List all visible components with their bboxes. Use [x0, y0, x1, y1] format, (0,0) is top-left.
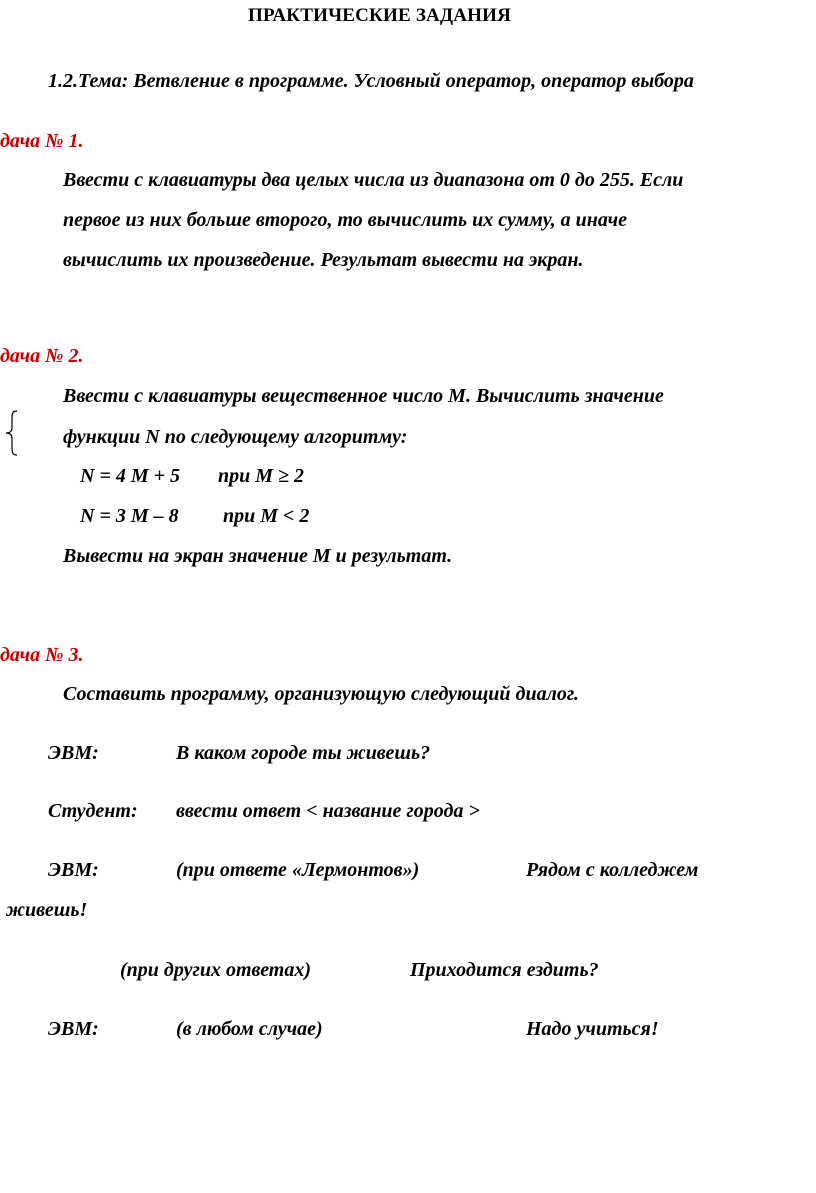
formula-2-expression: N = 3 M – 8 — [80, 505, 179, 527]
dialog-row-3-wrap: живешь! — [6, 899, 88, 921]
dialog-row-1-speaker: ЭВМ: — [48, 742, 99, 764]
task-3-heading: дача № 3. — [0, 644, 84, 666]
dialog-row-5-reply: Надо учиться! — [526, 1018, 659, 1040]
topic-heading: 1.2.Тема: Ветвление в программе. Условный оператор, оператор выбора — [48, 70, 694, 92]
task-2-line-2: функции N по следующему алгоритму: — [63, 426, 408, 448]
task-1-line-1: Ввести с клавиатуры два целых числа из диапазона от 0 до 255. Если — [63, 169, 684, 191]
dialog-row-1-text: В каком городе ты живешь? — [176, 742, 431, 764]
dialog-row-3-speaker: ЭВМ: — [48, 859, 99, 881]
task-3-intro: Составить программу, организующую следующий диалог. — [63, 683, 579, 705]
task-2-line-1: Ввести с клавиатуры вещественное число М. Вычислить значение — [63, 385, 664, 407]
task-2-output-line: Вывести на экран значение М и результат. — [63, 545, 453, 567]
task-1-line-2: первое из них больше второго, то вычислить их сумму, а иначе — [63, 209, 628, 231]
task-1-line-3: вычислить их произведение. Результат вывести на экран. — [63, 249, 584, 271]
dialog-row-4-reply: Приходится ездить? — [410, 959, 599, 981]
page-title: ПРАКТИЧЕСКИЕ ЗАДАНИЯ — [248, 5, 512, 26]
dialog-row-5-speaker: ЭВМ: — [48, 1018, 99, 1040]
dialog-row-3-condition: (при ответе «Лермонтов») — [176, 859, 420, 881]
dialog-row-4-condition: (при других ответах) — [120, 959, 312, 981]
task-2-heading: дача № 2. — [0, 345, 84, 367]
task-1-heading: дача № 1. — [0, 130, 84, 152]
formula-2-condition: при M < 2 — [223, 505, 310, 527]
curly-brace-icon — [4, 410, 18, 456]
formula-1-expression: N = 4 M + 5 — [80, 465, 181, 487]
dialog-row-5-condition: (в любом случае) — [176, 1018, 323, 1040]
formula-1-condition: при M ≥ 2 — [218, 465, 305, 487]
dialog-row-2-speaker: Студент: — [48, 800, 138, 822]
dialog-row-3-reply: Рядом с колледжем — [526, 859, 699, 881]
dialog-row-2-text: ввести ответ < название города > — [176, 800, 480, 822]
